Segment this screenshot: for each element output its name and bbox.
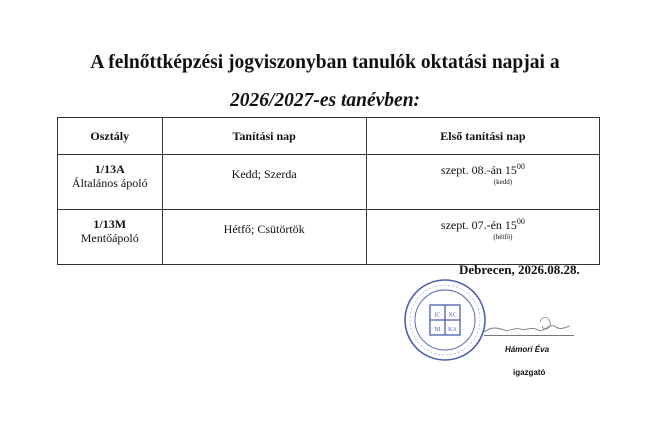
svg-text:KA: KA — [448, 327, 457, 333]
first-day-weekday: (hétfő) — [493, 233, 513, 241]
signature-line — [484, 335, 574, 336]
svg-text:IC: IC — [434, 312, 441, 319]
first-day-minutes: 00 — [516, 162, 525, 171]
class-cell — [58, 210, 163, 265]
signer-name: Hámori Éva — [505, 345, 550, 354]
first-day-cell — [366, 210, 599, 265]
svg-text:NI: NI — [434, 327, 441, 333]
document-subtitle: 2026/2027-es tanévben: — [229, 90, 421, 111]
table-row — [58, 210, 600, 265]
header-first-day: Első tanítási nap — [366, 118, 599, 155]
table-header-row — [58, 118, 600, 155]
first-day-text: szept. 07.-én 15 — [440, 218, 517, 232]
class-name: Mentőápoló — [80, 231, 139, 245]
place-and-date: Debrecen, 2026.08.28. — [459, 262, 580, 277]
svg-text:XC: XC — [448, 312, 457, 319]
class-cell — [58, 155, 163, 210]
first-day-minutes: 00 — [516, 217, 525, 226]
teaching-days-cell: Kedd; Szerda — [162, 155, 366, 210]
header-class: Osztály — [58, 118, 163, 155]
class-code: 1/13M — [93, 217, 127, 231]
handwritten-signature — [480, 308, 580, 342]
signer-role: igazgató — [513, 368, 546, 377]
document-title: A felnőttképzési jogviszonyban tanulók oktatási napjai a — [90, 52, 560, 73]
teaching-days-cell: Hétfő; Csütörtök — [162, 210, 366, 265]
schedule-table — [57, 117, 600, 265]
official-stamp — [403, 278, 487, 362]
table-row — [58, 155, 600, 210]
header-teaching-day: Tanítási nap — [162, 118, 366, 155]
first-day-cell — [366, 155, 599, 210]
first-day-weekday: (kedd) — [493, 178, 513, 186]
class-name: Általános ápoló — [71, 176, 148, 190]
first-day-text: szept. 08.-án 15 — [440, 163, 517, 177]
class-code: 1/13A — [94, 162, 125, 176]
